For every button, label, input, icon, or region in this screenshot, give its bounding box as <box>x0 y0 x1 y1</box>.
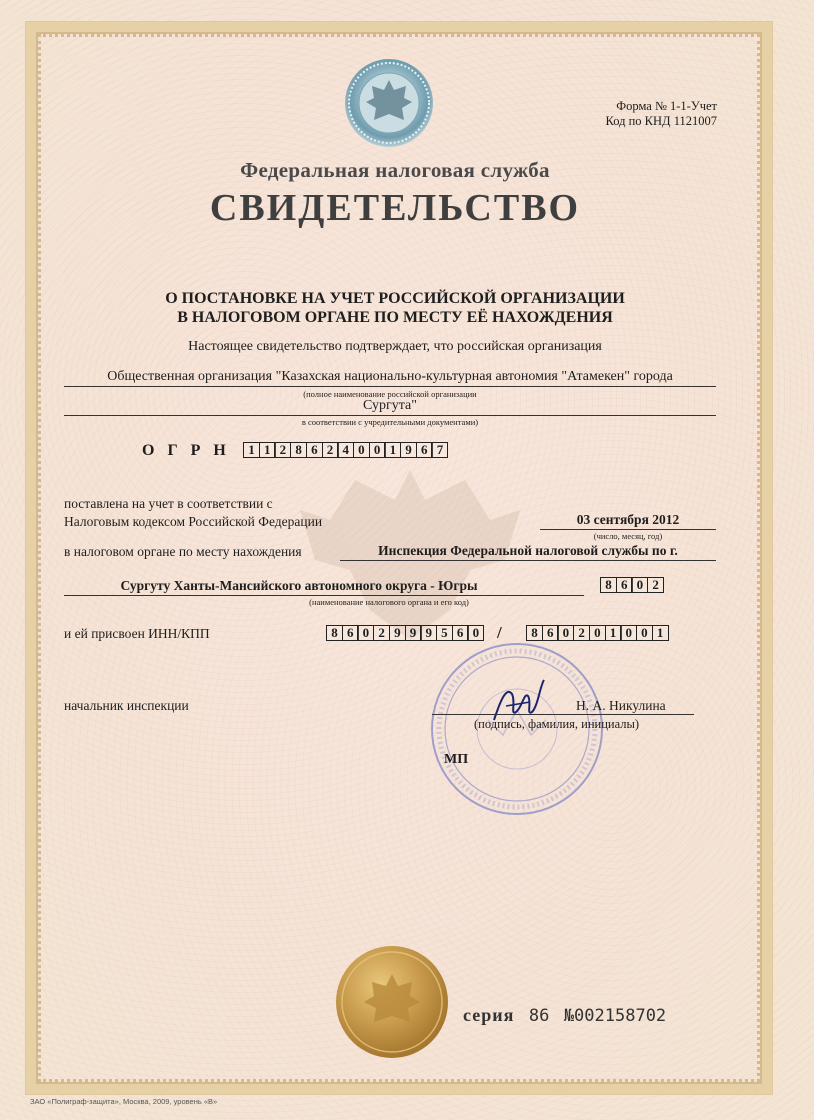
digit-box: 1 <box>243 442 260 458</box>
underline <box>432 714 694 715</box>
digit-box: 1 <box>259 442 276 458</box>
ogrn-label: ОГРН <box>142 442 239 459</box>
digit-box: 0 <box>631 577 648 593</box>
digit-box: 2 <box>573 625 590 641</box>
digit-box: 6 <box>416 442 433 458</box>
digit-box: 1 <box>652 625 669 641</box>
inn-digits <box>326 625 483 641</box>
authority-part1: Инспекция Федеральной налоговой службы по г. <box>378 543 678 558</box>
digit-box: 6 <box>616 577 633 593</box>
organization-name-line1: Общественная организация "Казахская национально-культурная автономия "Атамекен" города <box>107 369 673 384</box>
digit-box: 0 <box>369 442 386 458</box>
subtitle-line1: О ПОСТАНОВКЕ НА УЧЕТ РОССИЙСКОЙ ОРГАНИЗАЦИИ <box>165 290 625 307</box>
digit-box: 8 <box>600 577 617 593</box>
digit-box: 8 <box>290 442 307 458</box>
series-code: 86 <box>528 1006 550 1026</box>
registration-date: 03 сентября 2012 <box>576 512 680 527</box>
digit-box: 2 <box>647 577 664 593</box>
digit-box: 8 <box>526 625 543 641</box>
underline <box>64 415 716 416</box>
underline <box>340 560 716 561</box>
digit-box: 1 <box>384 442 401 458</box>
registration-line1: поставлена на учет в соответствии с <box>64 496 273 511</box>
series-label: серия <box>463 1005 515 1025</box>
organization-hint2: в соответствии с учредительными документами) <box>301 417 479 427</box>
subtitle-line2: В НАЛОГОВОМ ОРГАНЕ ПО МЕСТУ ЕЁ НАХОЖДЕНИЯ <box>177 309 613 326</box>
underline <box>64 595 584 596</box>
organization-hint1: (полное наименование российской организации <box>303 389 477 399</box>
document-title: СВИДЕТЕЛЬСТВО <box>209 187 581 229</box>
signature-hint: (подпись, фамилия, инициалы) <box>474 717 640 731</box>
digit-box: 7 <box>431 442 448 458</box>
form-number: Форма № 1-1-Учет <box>616 99 717 113</box>
digit-box: 2 <box>373 625 390 641</box>
authority-code <box>600 577 663 593</box>
signatory-name: Н. А. Никулина <box>576 698 666 713</box>
digit-box: 1 <box>605 625 622 641</box>
organization-name-line2: Сургута" <box>363 398 417 413</box>
agency-name: Федеральная налоговая служба <box>240 158 550 182</box>
signatory-position: начальник инспекции <box>64 698 189 713</box>
digit-box: 4 <box>337 442 354 458</box>
kpp-digits <box>526 625 667 641</box>
date-hint: (число, месяц, год) <box>593 531 663 541</box>
digit-box: 0 <box>353 442 370 458</box>
digit-box: 9 <box>405 625 422 641</box>
digit-box: 8 <box>326 625 343 641</box>
digit-box: 2 <box>274 442 291 458</box>
digit-box: 0 <box>636 625 653 641</box>
authority-part2: Сургуту Ханты-Мансийского автономного округа - Югры <box>120 578 478 593</box>
digit-box: 0 <box>357 625 374 641</box>
digit-box: 0 <box>557 625 574 641</box>
document-number: №002158702 <box>563 1006 667 1026</box>
digit-box: 6 <box>342 625 359 641</box>
series-number <box>463 1005 666 1026</box>
registration-line2: Налоговым кодексом Российской Федерации <box>64 514 323 529</box>
digit-box: 0 <box>589 625 606 641</box>
place-label: в налоговом органе по месту нахождения <box>64 544 302 559</box>
digit-box: 2 <box>322 442 339 458</box>
inn-kpp-label: и ей присвоен ИНН/КПП <box>64 626 210 641</box>
stamp-place-label: МП <box>444 752 469 767</box>
form-code <box>606 99 717 129</box>
digit-box: 9 <box>389 625 406 641</box>
digit-box: 9 <box>420 625 437 641</box>
digit-box: 5 <box>436 625 453 641</box>
inn-kpp-separator: / <box>497 623 502 642</box>
ogrn-digits <box>243 442 447 458</box>
underline <box>64 386 716 387</box>
digit-box: 6 <box>306 442 323 458</box>
confirm-text: Настоящее свидетельство подтверждает, что российская организация <box>188 339 602 354</box>
underline <box>540 529 716 530</box>
gold-seal-icon <box>334 944 450 1060</box>
hologram-emblem-icon <box>344 58 434 148</box>
printer-imprint: ЗАО «Полиграф-защита», Москва, 2009, уровень «В» <box>30 1097 218 1106</box>
digit-box: 6 <box>452 625 469 641</box>
digit-box: 9 <box>400 442 417 458</box>
digit-box: 6 <box>542 625 559 641</box>
digit-box: 0 <box>620 625 637 641</box>
document-subtitle <box>0 289 790 327</box>
knd-code: Код по КНД 1121007 <box>605 114 717 128</box>
authority-hint: (наименование налогового органа и его код) <box>309 597 469 607</box>
digit-box: 0 <box>467 625 484 641</box>
